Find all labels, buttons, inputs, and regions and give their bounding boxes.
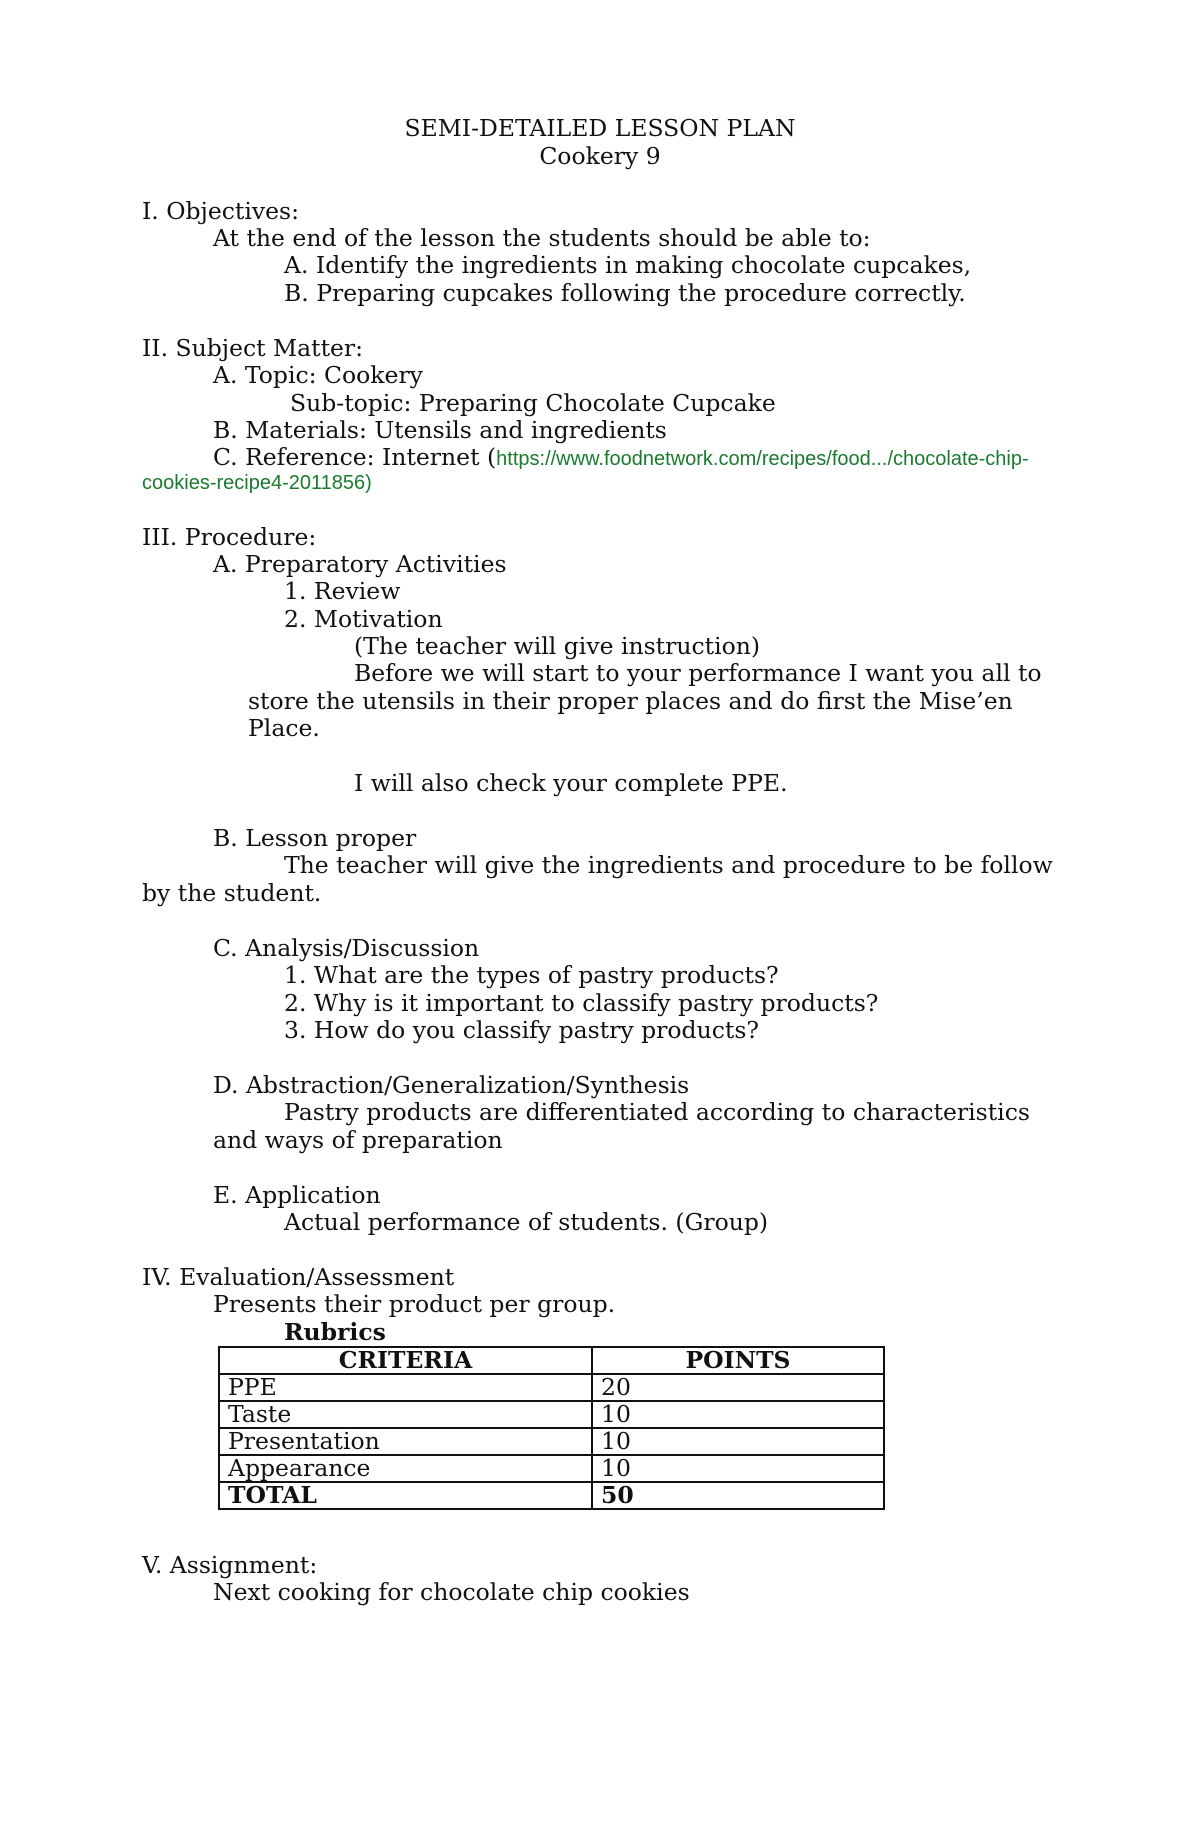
objectives-heading: I. Objectives:	[142, 197, 300, 225]
analysis-heading: C. Analysis/Discussion	[213, 934, 480, 962]
points-cell: 10	[592, 1428, 884, 1455]
lesson-proper-text-line: by the student.	[142, 879, 322, 907]
motivation-text-line: store the utensils in their proper places and do first the Mise’en	[248, 687, 1013, 715]
objectives-intro: At the end of the lesson the students should be able to:	[213, 224, 871, 252]
document-subtitle: Cookery 9	[539, 142, 661, 170]
analysis-question: 1. What are the types of pastry products?	[284, 961, 779, 989]
preparatory-activities-heading: A. Preparatory Activities	[213, 550, 507, 578]
lesson-proper-heading: B. Lesson proper	[213, 824, 417, 852]
instruction-note: (The teacher will give instruction)	[354, 632, 761, 660]
evaluation-text: Presents their product per group.	[213, 1290, 616, 1318]
application-text: Actual performance of students. (Group)	[284, 1208, 769, 1236]
table-row	[219, 1455, 884, 1482]
rubrics-label: Rubrics	[284, 1318, 386, 1346]
topic: A. Topic: Cookery	[213, 361, 423, 389]
analysis-question: 3. How do you classify pastry products?	[284, 1016, 759, 1044]
subject-matter-heading: II. Subject Matter:	[142, 334, 364, 362]
review-item: 1. Review	[284, 577, 401, 605]
assignment-text: Next cooking for chocolate chip cookies	[213, 1578, 690, 1606]
motivation-item: 2. Motivation	[284, 605, 443, 633]
motivation-text-line: Place.	[248, 714, 320, 742]
evaluation-heading: IV. Evaluation/Assessment	[142, 1263, 455, 1291]
table-row	[219, 1374, 884, 1401]
objective-item: A. Identify the ingredients in making chocolate cupcakes,	[284, 251, 972, 279]
abstraction-text-line: Pastry products are differentiated according to characteristics	[284, 1098, 1030, 1126]
criteria-cell: Appearance	[219, 1455, 592, 1482]
lesson-proper-text-line: The teacher will give the ingredients and procedure to be follow	[284, 851, 1053, 879]
objective-item: B. Preparing cupcakes following the procedure correctly.	[284, 279, 966, 307]
points-cell: 10	[592, 1455, 884, 1482]
motivation-text-line: Before we will start to your performance I want you all to	[354, 659, 1042, 687]
procedure-heading: III. Procedure:	[142, 523, 317, 551]
rubrics-table	[218, 1346, 885, 1510]
reference-link[interactable]: https://www.foodnetwork.com/recipes/food.../chocolate-chip-	[496, 448, 1029, 470]
analysis-question: 2. Why is it important to classify pastry products?	[284, 989, 879, 1017]
application-heading: E. Application	[213, 1181, 381, 1209]
points-header: POINTS	[592, 1347, 884, 1374]
total-points-cell: 50	[592, 1482, 884, 1509]
table-header-row	[219, 1347, 884, 1374]
criteria-header: CRITERIA	[219, 1347, 592, 1374]
abstraction-heading: D. Abstraction/Generalization/Synthesis	[213, 1071, 690, 1099]
assignment-heading: V. Assignment:	[142, 1551, 318, 1579]
points-cell: 20	[592, 1374, 884, 1401]
materials: B. Materials: Utensils and ingredients	[213, 416, 667, 444]
abstraction-text-line: and ways of preparation	[213, 1126, 503, 1154]
document-title: SEMI-DETAILED LESSON PLAN	[404, 114, 796, 142]
criteria-cell: PPE	[219, 1374, 592, 1401]
ppe-check-text: I will also check your complete PPE.	[354, 769, 788, 797]
table-total-row	[219, 1482, 884, 1509]
criteria-cell: Taste	[219, 1401, 592, 1428]
criteria-cell: Presentation	[219, 1428, 592, 1455]
total-label-cell: TOTAL	[219, 1482, 592, 1509]
reference-link-continued[interactable]: cookies-recipe4-2011856)	[142, 472, 372, 494]
points-cell: 10	[592, 1401, 884, 1428]
table-row	[219, 1401, 884, 1428]
reference-label: C. Reference: Internet (	[213, 443, 497, 471]
table-row	[219, 1428, 884, 1455]
subtopic: Sub-topic: Preparing Chocolate Cupcake	[290, 389, 776, 417]
